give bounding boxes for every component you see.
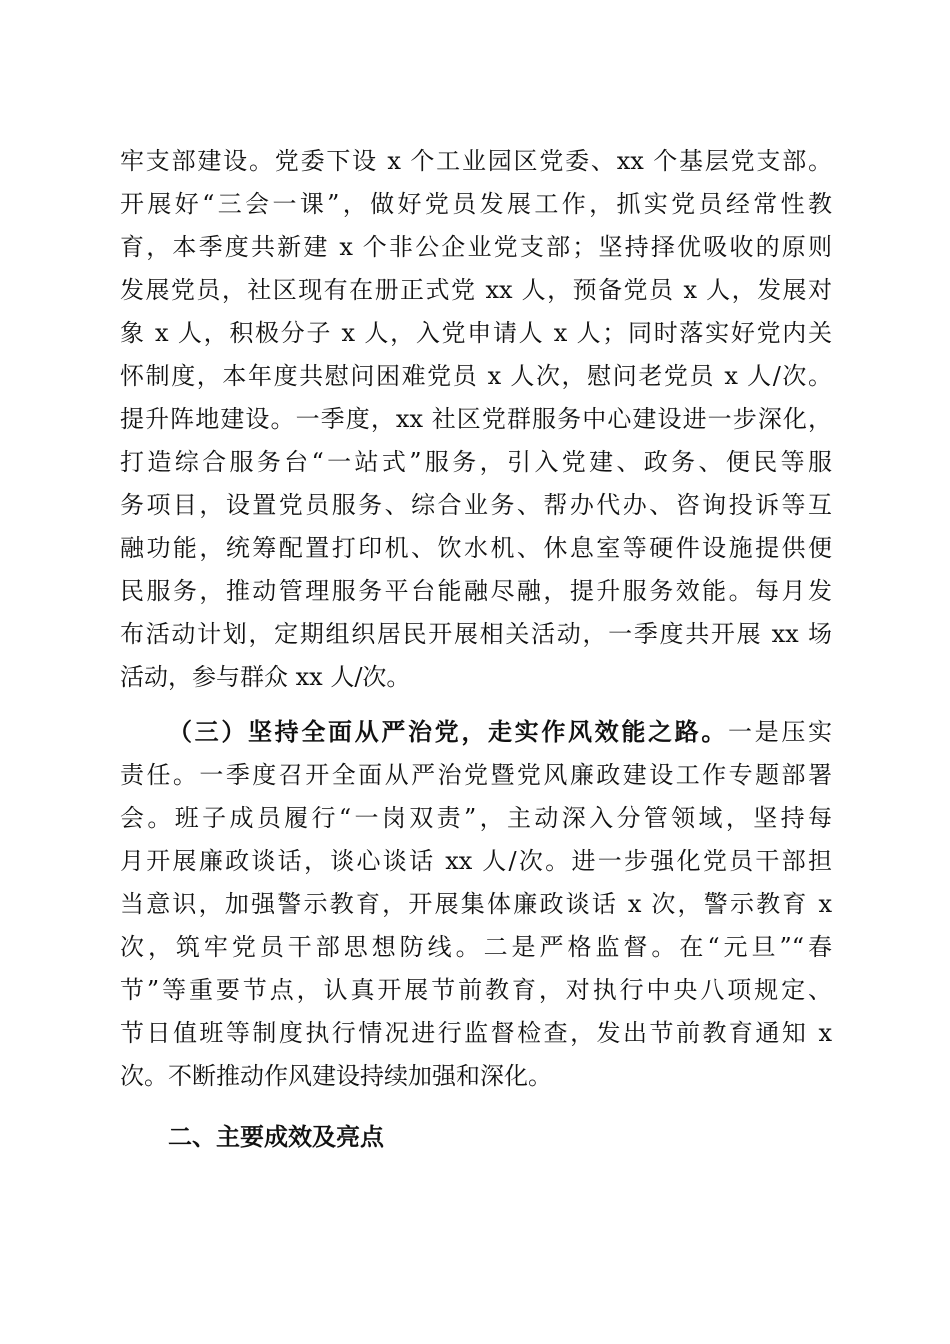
text-line: 怀制度，本年度共慰问困难党员 x 人次，慰问老党员 x 人/次。: [120, 362, 832, 390]
section-three-first-line: [120, 711, 832, 754]
text-line: 发展党员，社区现有在册正式党 xx 人，预备党员 x 人，发展对: [120, 276, 832, 304]
text-line: 打造综合服务台“一站式”服务，引入党建、政务、便民等服: [120, 448, 832, 476]
text-segment: 一是压实: [728, 718, 832, 746]
paragraph-spacer: [120, 699, 832, 711]
text-line: 当意识，加强警示教育，开展集体廉政谈话 x 次，警示教育 x: [120, 890, 832, 918]
text-line: 月开展廉政谈话，谈心谈话 xx 人/次。进一步强化党员干部担: [120, 847, 832, 875]
text-line: 牢支部建设。党委下设 x 个工业园区党委、xx 个基层党支部。: [120, 147, 832, 175]
text-line: 责任。一季度召开全面从严治党暨党风廉政建设工作专题部署: [120, 761, 832, 789]
paragraph-position-building: [120, 398, 832, 699]
text-line: 象 x 人，积极分子 x 人，入党申请人 x 人；同时落实好党内关: [120, 319, 832, 347]
text-line: 会。班子成员履行“一岗双责”，主动深入分管领域，坚持每: [120, 804, 832, 832]
text-line: 民服务，推动管理服务平台能融尽融，提升服务效能。每月发: [120, 577, 832, 605]
paragraph-spacer: [120, 1098, 832, 1110]
text-line: 布活动计划，定期组织居民开展相关活动，一季度共开展 xx 场: [120, 620, 832, 648]
paragraph-section-three: [120, 711, 832, 1098]
text-line: 次。不断推动作风建设持续加强和深化。: [120, 1062, 552, 1090]
text-line: 节”等重要节点，认真开展节前教育，对执行中央八项规定、: [120, 976, 832, 1004]
section-heading-two: 二、主要成效及亮点: [168, 1123, 384, 1151]
paragraph-branch-building: [120, 140, 832, 398]
document-body: [120, 140, 832, 1159]
text-line: 育，本季度共新建 x 个非公企业党支部；坚持择优吸收的原则: [120, 233, 832, 261]
text-line: 次，筑牢党员干部思想防线。二是严格监督。在“元旦”“春: [120, 933, 832, 961]
text-line: 开展好“三会一课”，做好党员发展工作，抓实党员经常性教: [120, 190, 832, 218]
text-line: 务项目，设置党员服务、综合业务、帮办代办、咨询投诉等互: [120, 491, 832, 519]
text-line: 节日值班等制度执行情况进行监督检查，发出节前教育通知 x: [120, 1019, 832, 1047]
text-line: 融功能，统筹配置打印机、饮水机、休息室等硬件设施提供便: [120, 534, 832, 562]
text-line: 提升阵地建设。一季度，xx 社区党群服务中心建设进一步深化，: [120, 405, 832, 433]
text-line: 活动，参与群众 xx 人/次。: [120, 663, 411, 691]
section-three-heading: （三）坚持全面从严治党，走实作风效能之路。: [168, 718, 728, 746]
